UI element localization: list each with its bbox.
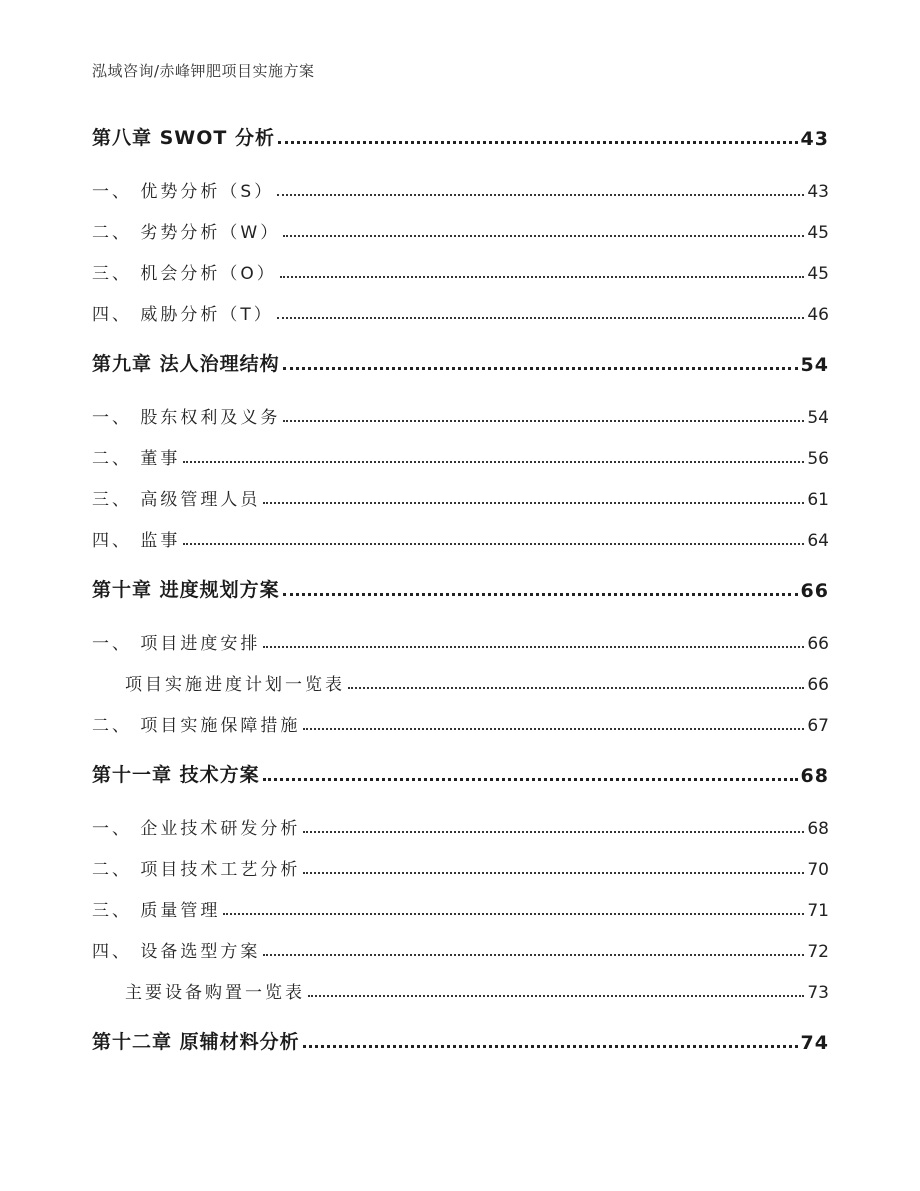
toc-entry-page: 43 [807,182,829,202]
dot-leader [348,687,804,689]
toc-entry-title: 三、 高级管理人员 [92,490,261,510]
toc-entry-page: 66 [807,675,829,695]
toc-entry-page: 54 [800,354,829,376]
toc-entry-page: 73 [807,983,829,1003]
toc-entry-title: 二、 项目技术工艺分析 [92,860,301,880]
toc-entry-section[interactable] [92,400,829,428]
toc-entry-page: 66 [800,580,829,602]
dot-leader [277,194,804,196]
toc-entry-page: 54 [807,408,829,428]
toc-entry-page: 68 [807,819,829,839]
dot-leader [263,646,804,648]
toc-entry-section[interactable] [92,297,829,325]
dot-leader [283,420,804,422]
toc-entry-title: 三、 机会分析（O） [92,264,277,284]
toc-entry-section[interactable] [92,523,829,551]
toc-entry-chapter-8[interactable] [92,122,829,150]
dot-leader [280,276,805,278]
toc-entry-page: 45 [807,264,829,284]
toc-entry-section[interactable] [92,626,829,654]
dot-leader [303,872,804,874]
toc-entry-chapter-11[interactable] [92,759,829,787]
toc-entry-title: 三、 质量管理 [92,901,221,921]
toc-entry-title: 四、 监事 [92,531,181,551]
toc-entry-page: 66 [807,634,829,654]
toc-entry-title: 项目实施进度计划一览表 [125,675,345,695]
toc-entry-title: 一、 企业技术研发分析 [92,819,301,839]
toc-entry-title: 第九章 法人治理结构 [92,353,280,375]
toc-entry-page: 56 [807,449,829,469]
toc-entry-page: 43 [800,128,829,150]
toc-entry-title: 二、 项目实施保障措施 [92,716,301,736]
dot-leader [283,367,798,370]
dot-leader [263,778,798,781]
toc-entry-section[interactable] [92,893,829,921]
toc-entry-page: 67 [807,716,829,736]
dot-leader [303,728,804,730]
toc-entry-title: 四、 设备选型方案 [92,942,261,962]
toc-entry-title: 第十章 进度规划方案 [92,579,280,601]
toc-entry-title: 主要设备购置一览表 [125,983,305,1003]
dot-leader [223,913,804,915]
toc-entry-section[interactable] [92,174,829,202]
toc-entry-title: 二、 劣势分析（W） [92,223,281,243]
toc-entry-page: 46 [807,305,829,325]
dot-leader [263,954,804,956]
toc-entry-section[interactable] [92,215,829,243]
toc-entry-section[interactable] [92,811,829,839]
toc-entry-chapter-10[interactable] [92,574,829,602]
toc-entry-title: 第十二章 原辅材料分析 [92,1031,300,1053]
dot-leader [278,141,798,144]
toc-entry-chapter-12[interactable] [92,1026,829,1054]
dot-leader [283,235,804,237]
toc-entry-page: 71 [807,901,829,921]
toc-entry-page: 70 [807,860,829,880]
toc-entry-section[interactable] [92,934,829,962]
toc-entry-section[interactable] [92,708,829,736]
toc-entry-chapter-9[interactable] [92,348,829,376]
toc-entry-page: 68 [800,765,829,787]
dot-leader [183,461,804,463]
toc-entry-section[interactable] [92,441,829,469]
toc-entry-title: 第十一章 技术方案 [92,764,260,786]
dot-leader [283,593,798,596]
toc-entry-table[interactable] [125,975,829,1003]
toc-entry-page: 64 [807,531,829,551]
toc-entry-title: 四、 威胁分析（T） [92,305,274,325]
dot-leader [308,995,804,997]
toc-entry-page: 72 [807,942,829,962]
dot-leader [277,317,805,319]
toc-entry-title: 第八章 SWOT 分析 [92,127,275,149]
dot-leader [263,502,804,504]
toc-entry-page: 74 [800,1032,829,1054]
toc-entry-title: 一、 优势分析（S） [92,182,275,202]
toc-entry-section[interactable] [92,256,829,284]
toc-entry-title: 一、 股东权利及义务 [92,408,281,428]
toc-entry-page: 61 [807,490,829,510]
toc-entry-section[interactable] [92,852,829,880]
dot-leader [303,1045,798,1048]
dot-leader [183,543,804,545]
toc-entry-page: 45 [807,223,829,243]
toc-entry-table[interactable] [125,667,829,695]
dot-leader [303,831,804,833]
toc-entry-title: 二、 董事 [92,449,181,469]
toc-entry-title: 一、 项目进度安排 [92,634,261,654]
toc-entry-section[interactable] [92,482,829,510]
running-header: 泓域咨询/赤峰钾肥项目实施方案 [92,62,315,80]
